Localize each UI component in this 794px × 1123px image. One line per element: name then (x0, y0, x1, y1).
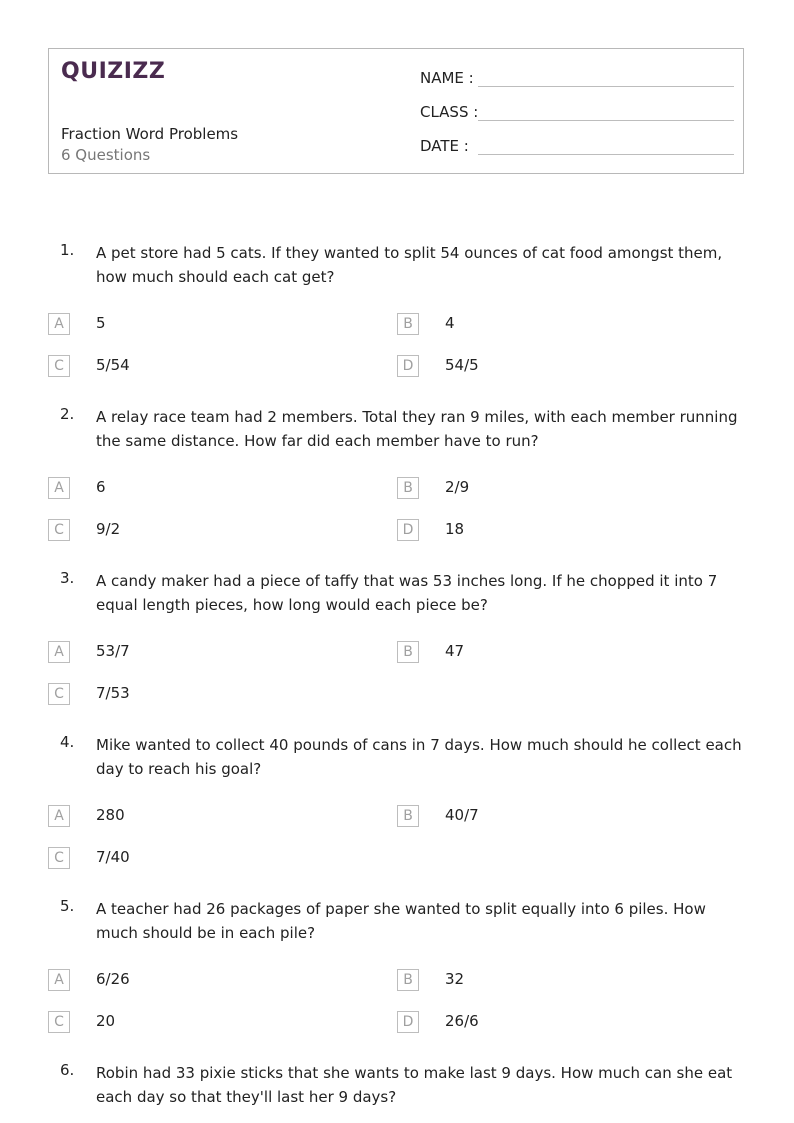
option-letter-box: D (397, 519, 419, 541)
question-text: A relay race team had 2 members. Total they ran 9 miles, with each member running the same distance. How far did each member have to run? (96, 408, 738, 450)
class-line[interactable] (478, 120, 734, 121)
option-text: 9/2 (96, 520, 121, 538)
option-letter-box: B (397, 805, 419, 827)
quizizz-logo: QUIZIZZ (61, 59, 166, 84)
option-letter-box: C (48, 355, 70, 377)
option-letter-box: A (48, 313, 70, 335)
name-label: NAME : (420, 69, 474, 87)
option-letter-box: C (48, 683, 70, 705)
option-letter-box: A (48, 805, 70, 827)
question-number: 5. (60, 897, 75, 915)
option-letter-box: D (397, 355, 419, 377)
question-number: 3. (60, 569, 75, 587)
option-text: 40/7 (445, 806, 479, 824)
option-text: 53/7 (96, 642, 130, 660)
option-text: 18 (445, 520, 465, 538)
option-text: 280 (96, 806, 125, 824)
worksheet-title: Fraction Word Problems (61, 125, 239, 143)
option-letter-box: A (48, 641, 70, 663)
option-text: 54/5 (445, 356, 479, 374)
option-text: 2/9 (445, 478, 470, 496)
option-letter-box: C (48, 1011, 70, 1033)
option-text: 7/40 (96, 848, 130, 866)
date-label: DATE : (420, 137, 469, 155)
question-text: A candy maker had a piece of taffy that was 53 inches long. If he chopped it into 7 equal length pieces, how long would each piece be? (96, 572, 718, 614)
question-number: 6. (60, 1061, 75, 1079)
date-line[interactable] (478, 154, 734, 155)
date-field (420, 137, 734, 161)
question-count: 6 Questions (61, 146, 151, 164)
question-text: Robin had 33 pixie sticks that she wants to make last 9 days. How much can she eat each day so that they'll last her 9 days? (96, 1064, 733, 1106)
class-field (420, 103, 734, 127)
name-field (420, 69, 734, 93)
option-text: 6/26 (96, 970, 130, 988)
option-letter-box: B (397, 477, 419, 499)
option-text: 4 (445, 314, 455, 332)
option-letter-box: A (48, 969, 70, 991)
name-line[interactable] (478, 86, 734, 87)
option-text: 20 (96, 1012, 116, 1030)
question-number: 1. (60, 241, 75, 259)
question-text: Mike wanted to collect 40 pounds of cans in 7 days. How much should he collect each day to reach his goal? (96, 736, 742, 778)
option-text: 7/53 (96, 684, 130, 702)
class-label: CLASS : (420, 103, 479, 121)
question-text: A teacher had 26 packages of paper she wanted to split equally into 6 piles. How much should be in each pile? (96, 900, 706, 942)
question-number: 4. (60, 733, 75, 751)
option-text: 6 (96, 478, 106, 496)
option-letter-box: D (397, 1011, 419, 1033)
option-letter-box: B (397, 969, 419, 991)
option-letter-box: B (397, 313, 419, 335)
worksheet-header (48, 48, 744, 174)
option-letter-box: A (48, 477, 70, 499)
question-text: A pet store had 5 cats. If they wanted to split 54 ounces of cat food amongst them, how much should each cat get? (96, 244, 723, 286)
option-text: 5/54 (96, 356, 130, 374)
option-letter-box: B (397, 641, 419, 663)
option-text: 32 (445, 970, 465, 988)
option-text: 47 (445, 642, 465, 660)
option-text: 26/6 (445, 1012, 479, 1030)
option-letter-box: C (48, 847, 70, 869)
option-letter-box: C (48, 519, 70, 541)
option-text: 5 (96, 314, 106, 332)
question-number: 2. (60, 405, 75, 423)
